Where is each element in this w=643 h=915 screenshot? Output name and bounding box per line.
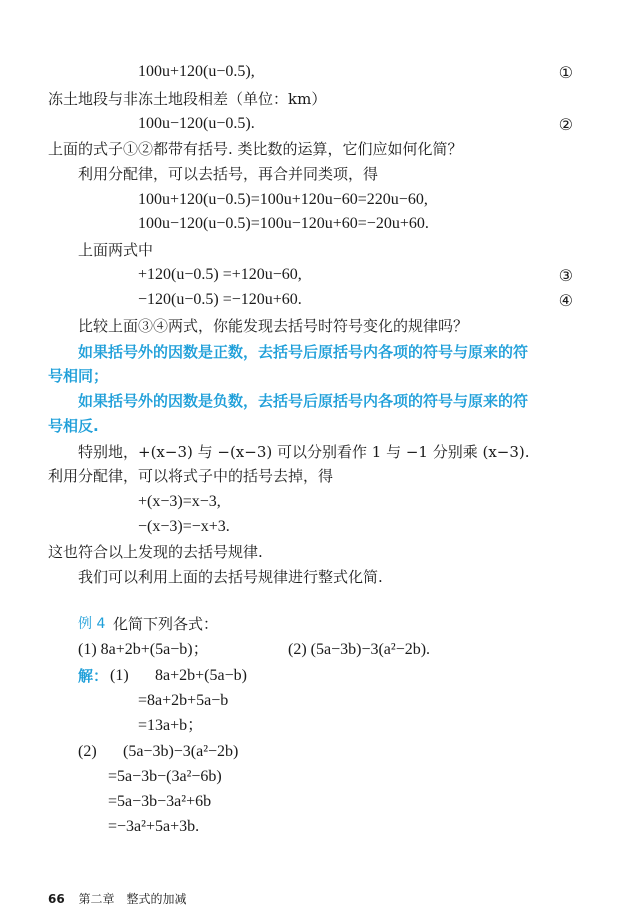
expansion-1: 100u+120(u−0.5)=100u+120u−60=220u−60,	[138, 191, 428, 208]
special-equation-1: +(x−3)=x−3,	[138, 493, 221, 510]
equation-2-number: ②	[558, 115, 573, 134]
difference-intro: 冻土地段与非冻土地段相差（单位：km）	[48, 90, 327, 108]
distributive-intro: 利用分配律，可以去括号，再合并同类项，得	[78, 165, 379, 183]
rule-negative-line2: 号相反.	[48, 417, 99, 435]
equation-4-number: ④	[558, 291, 573, 310]
apply-statement: 我们可以利用上面的去括号规律进行整式化简.	[78, 568, 383, 586]
solution-1-line1: 8a+2b+(5a−b)	[155, 667, 247, 684]
two-expressions-intro: 上面两式中	[78, 241, 154, 259]
solution-1-index: (1)	[110, 667, 129, 684]
rule-positive-line2: 号相同；	[48, 367, 109, 385]
equation-3-number: ③	[558, 266, 573, 285]
solution-1-line2: =8a+2b+5a−b	[138, 692, 229, 709]
special-case-line1: 特别地，+(x−3) 与 −(x−3) 可以分别看作 1 与 −1 分别乘 (x−3).	[78, 443, 530, 461]
example-question-1: (1) 8a+2b+(5a−b)；	[78, 641, 209, 658]
solution-2-line2: =5a−3b−(3a²−6b)	[108, 768, 222, 785]
example-label: 例 4	[78, 616, 106, 632]
special-equation-2: −(x−3)=−x+3.	[138, 518, 230, 535]
solution-1-line3: =13a+b；	[138, 717, 204, 734]
solution-2-line4: =−3a²+5a+3b.	[108, 818, 200, 835]
solution-label: 解：	[78, 667, 109, 685]
equation-4: −120(u−0.5) =−120u+60.	[138, 291, 302, 308]
rule-negative-line1: 如果括号外的因数是负数，去括号后原括号内各项的符号与原来的符	[78, 392, 529, 410]
equation-1: 100u+120(u−0.5),	[138, 63, 255, 80]
special-case-line2: 利用分配律，可以将式子中的括号去掉，得	[48, 467, 334, 485]
chapter-title: 第二章 整式的加减	[78, 892, 187, 906]
equation-1-number: ①	[558, 63, 573, 82]
expansion-2: 100u−120(u−0.5)=100u−120u+60=−20u+60.	[138, 215, 429, 232]
solution-2-line3: =5a−3b−3a²+6b	[108, 793, 212, 810]
page-number: 66	[48, 892, 65, 906]
example-title: 化简下列各式：	[113, 615, 219, 633]
equation-3: +120(u−0.5) =+120u−60,	[138, 266, 302, 283]
conform-statement: 这也符合以上发现的去括号规律.	[48, 543, 263, 561]
page-footer	[48, 890, 187, 907]
solution-2-line1: (5a−3b)−3(a²−2b)	[123, 743, 239, 760]
solution-2-index: (2)	[78, 743, 97, 760]
question-1: 上面的式子①②都带有括号. 类比数的运算，它们应如何化简？	[48, 140, 463, 158]
equation-2: 100u−120(u−0.5).	[138, 115, 255, 132]
question-2: 比较上面③④两式，你能发现去括号时符号变化的规律吗？	[78, 317, 469, 335]
example-question-2: (2) (5a−3b)−3(a²−2b).	[288, 641, 431, 658]
rule-positive-line1: 如果括号外的因数是正数，去括号后原括号内各项的符号与原来的符	[78, 343, 529, 361]
